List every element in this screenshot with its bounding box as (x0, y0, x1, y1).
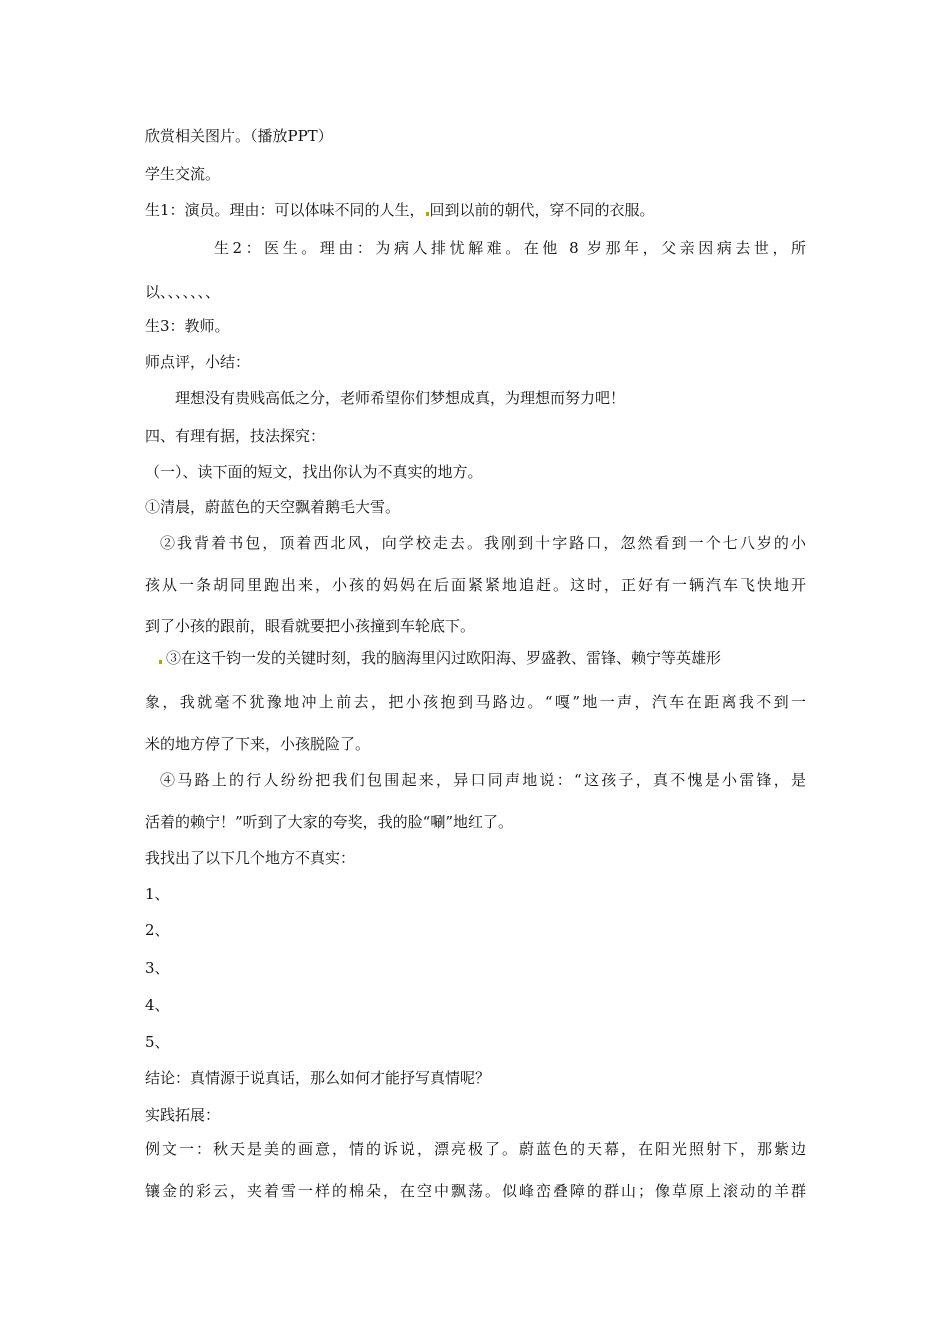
text-span: 生1：演员。理由：可以体味不同的人生， (145, 201, 425, 219)
text-line-ideal: 理想没有贵贱高低之分，老师希望你们梦想成真，为理想而努力吧！ (175, 389, 626, 407)
paragraph-2-line-2: 孩从一条胡同里跑出来，小孩的妈妈在后面紧紧地追赶。这时，正好有一辆汽车飞快地开 (145, 576, 806, 594)
paragraph-1: ①清晨，蔚蓝色的天空飘着鹅毛大雪。 (145, 498, 401, 516)
example-1-line-1: 例文一：秋天是美的画意，情的诉说，漂亮极了。蔚蓝色的天幕，在阳光照射下，那紫边 (145, 1140, 806, 1158)
edit-mark (426, 212, 429, 216)
paragraph-3-line-1 (159, 648, 806, 668)
answer-item-1: 1、 (145, 885, 170, 903)
edit-mark (159, 660, 162, 664)
text-span: ③在这千钧一发的关键时刻，我的脑海里闪过欧阳海、罗盛教、雷锋、赖宁等英雄形 (166, 649, 722, 667)
text-line-student-2: 生2：医生。理由：为病人排忧解难。在他 8 岁那年，父亲因病去世，所 (214, 239, 806, 257)
answer-item-4: 4、 (145, 996, 170, 1014)
text-line-student-1 (145, 200, 810, 220)
answer-item-3: 3、 (145, 959, 170, 977)
text-line-teacher-comment: 师点评，小结： (145, 353, 251, 371)
answer-item-2: 2、 (145, 921, 170, 939)
text-line-task-1: （一）、读下面的短文，找出你认为不真实的地方。 (145, 463, 483, 481)
text-line-practice: 实践拓展： (145, 1106, 221, 1124)
text-line-ellipsis: 以、、、、、、、 (145, 283, 221, 301)
example-1-line-2: 镶金的彩云，夹着雪一样的棉朵，在空中飘荡。似峰峦叠障的群山；像草原上滚动的羊群 (145, 1182, 806, 1200)
paragraph-3-line-3: 米的地方停了下来，小孩脱险了。 (145, 735, 371, 753)
text-line-ppt: 欣赏相关图片。（播放PPT） (145, 127, 333, 145)
section-heading-4: 四、有理有据，技法探究： (145, 427, 326, 445)
paragraph-4-line-1: ④马路上的行人纷纷把我们包围起来，异口同声地说：“这孩子，真不愧是小雷锋，是 (160, 771, 806, 789)
paragraph-3-line-2: 象，我就毫不犹豫地冲上前去，把小孩抱到马路边。“嘎”地一声，汽车在距离我不到一 (145, 693, 806, 711)
text-span: 回到以前的朝代，穿不同的衣服。 (429, 201, 655, 219)
text-line-student-3: 生3：教师。 (145, 317, 230, 335)
paragraph-4-line-2: 活着的赖宁！”听到了大家的夸奖，我的脸“唰”地红了。 (145, 813, 514, 831)
answer-item-5: 5、 (145, 1033, 170, 1051)
paragraph-2-line-1: ②我背着书包，顶着西北风，向学校走去。我刚到十字路口，忽然看到一个七八岁的小 (160, 534, 806, 552)
text-line-findings: 我找出了以下几个地方不真实： (145, 849, 356, 867)
text-line-conclusion: 结论：真情源于说真话，那么如何才能抒写真情呢？ (145, 1069, 491, 1087)
paragraph-2-line-3: 到了小孩的跟前，眼看就要把小孩撞到车轮底下。 (145, 617, 476, 635)
text-line-exchange: 学生交流。 (145, 165, 221, 183)
